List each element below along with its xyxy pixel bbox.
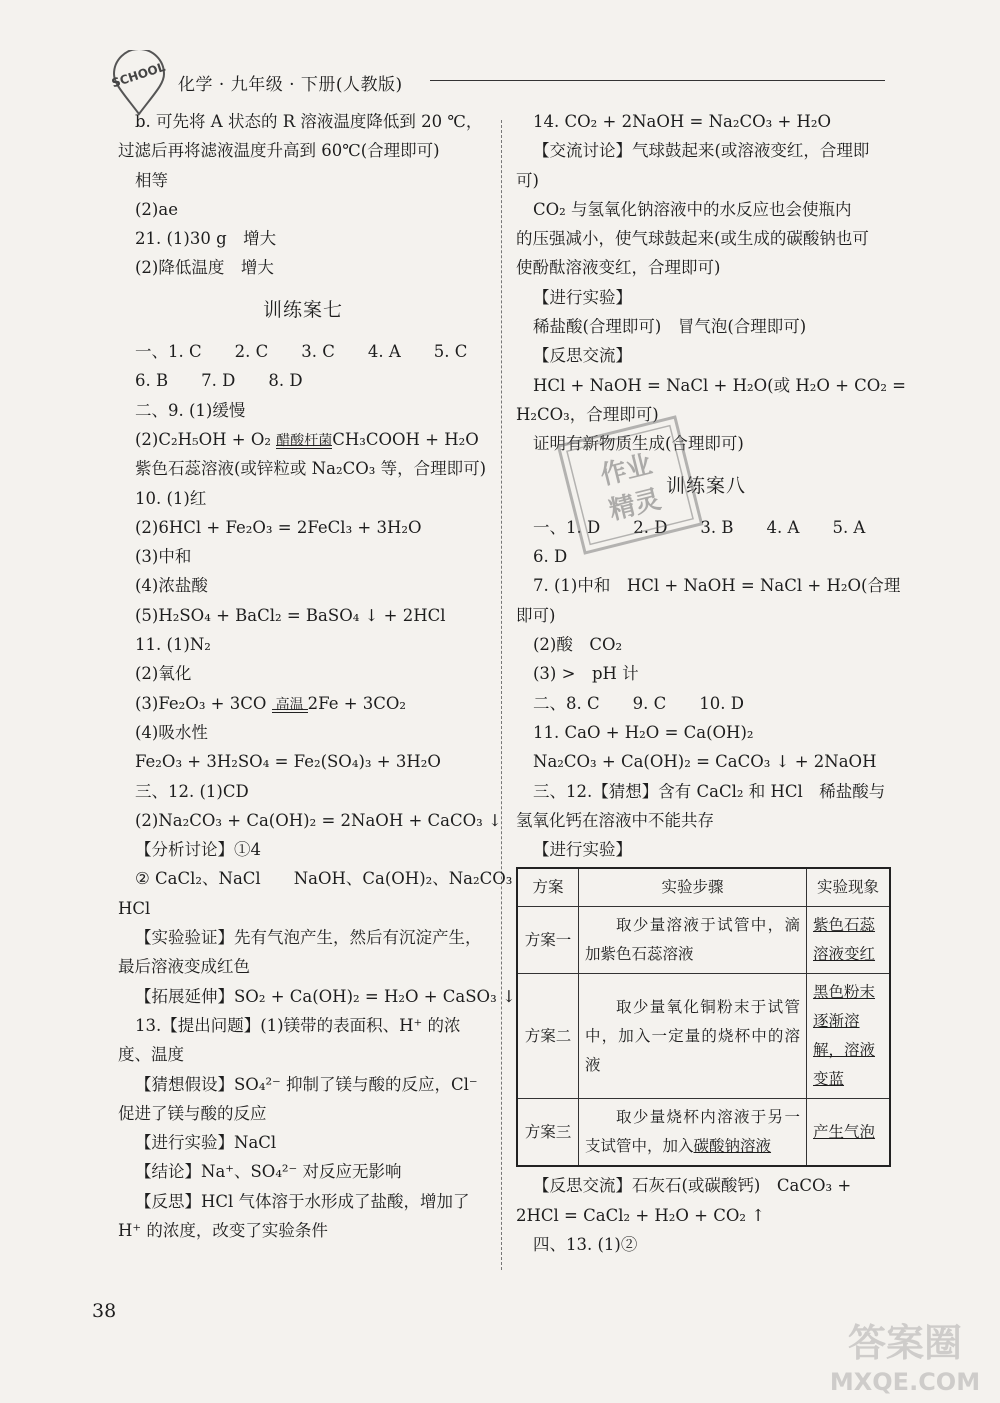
answer-line: 一、1. C 2. C 3. C 4. A 5. C <box>135 342 468 362</box>
table-header-cell: 方案 <box>517 868 579 907</box>
section-title: 训练案七 <box>262 298 343 321</box>
answer-line: 14. CO₂ + 2NaOH = Na₂CO₃ + H₂O <box>533 112 832 131</box>
plan-cell: 方案三 <box>517 1099 579 1167</box>
answer-line: 2HCl = CaCl₂ + H₂O + CO₂ ↑ <box>516 1205 766 1225</box>
stamp-icon <box>545 400 715 570</box>
svg-text:答案圈: 答案圈 <box>847 1321 963 1365</box>
answer-line: 【结论】Na⁺、SO₄²⁻ 对反应无影响 <box>135 1162 402 1182</box>
page-number: 38 <box>92 1300 117 1322</box>
column-divider <box>501 120 502 1270</box>
equation-right: 2Fe + 3CO₂ <box>307 693 407 713</box>
answer-line: (2)降低温度 增大 <box>135 258 274 278</box>
answer-line: 紫色石蕊溶液(或锌粒或 Na₂CO₃ 等，合理即可) <box>135 459 487 479</box>
table-row <box>517 974 890 1099</box>
answer-line: 三、12. (1)CD <box>135 781 249 801</box>
answer-line: 11. (1)N₂ <box>135 635 211 655</box>
answer-line: 【交流讨论】气球鼓起来(或溶液变红，合理即 <box>533 141 870 161</box>
answer-line: 最后溶液变成红色 <box>118 957 250 977</box>
answer-line: HCl + NaOH = NaCl + H₂O(或 H₂O + CO₂ = <box>533 375 906 395</box>
equation-with-condition <box>118 425 488 454</box>
answer-line: 可) <box>516 170 539 190</box>
table-header-cell: 实验现象 <box>807 868 891 907</box>
answer-line: 6. B 7. D 8. D <box>135 371 303 391</box>
answer-line: 促进了镁与酸的反应 <box>118 1103 267 1123</box>
answer-line: 【反思交流】石灰石(或碳酸钙) CaCO₃ + <box>533 1176 852 1196</box>
answer-line: Fe₂O₃ + 3H₂SO₄ = Fe₂(SO₄)₃ + 3H₂O <box>135 752 441 772</box>
answer-line: H₂CO₃，合理即可) <box>516 404 659 424</box>
result-cell: 紫色石蕊溶液变红 <box>807 907 891 974</box>
answer-line: 【实验验证】先有气泡产生，然后有沉淀产生， <box>135 928 482 948</box>
answer-line: (3)中和 <box>135 547 192 567</box>
answer-line: 10. (1)红 <box>135 488 207 508</box>
table-row <box>517 907 890 974</box>
answer-line: 相等 <box>135 170 168 190</box>
svg-text:MXQE.COM: MXQE.COM <box>829 1368 981 1396</box>
answer-line: (2)氧化 <box>135 664 192 684</box>
steps-cell <box>579 1099 807 1167</box>
answer-line: 【拓展延伸】SO₂ + Ca(OH)₂ = H₂O + CaSO₃ ↓ <box>135 986 516 1006</box>
experiment-table <box>516 867 891 1167</box>
answer-line: 【反思交流】 <box>533 346 632 366</box>
equation-left: (3)Fe₂O₃ + 3CO <box>135 693 272 713</box>
answer-line: 一、1. D 2. D 3. B 4. A 5. A <box>533 517 866 537</box>
header-title: 化学 · 九年级 · 下册(人教版) <box>178 75 403 95</box>
answer-line: H⁺ 的浓度，改变了实验条件 <box>118 1220 328 1240</box>
answer-line: 【猜想假设】SO₄²⁻ 抑制了镁与酸的反应，Cl⁻ <box>135 1074 478 1094</box>
plan-cell: 方案二 <box>517 974 579 1099</box>
answer-line: 13.【提出问题】(1)镁带的表面积、H⁺ 的浓 <box>135 1015 461 1035</box>
answer-line: ② CaCl₂、NaCl NaOH、Ca(OH)₂、Na₂CO₃ <box>135 869 513 889</box>
answer-line: 过滤后再将滤液温度升高到 60℃(合理即可) <box>118 141 440 161</box>
answer-line: (2)Na₂CO₃ + Ca(OH)₂ = 2NaOH + CaCO₃ ↓ <box>135 810 502 830</box>
reaction-condition <box>276 434 332 449</box>
svg-text:SCHOOL: SCHOOL <box>109 59 167 91</box>
answer-line: (2)ae <box>135 199 178 219</box>
answer-line: 即可) <box>516 605 556 625</box>
plan-cell: 方案一 <box>517 907 579 974</box>
answer-line: 三、12.【猜想】含有 CaCl₂ 和 HCl 稀盐酸与 <box>533 781 886 801</box>
steps-cell: 取少量氧化铜粉末于试管中，加入一定量的烧杯中的溶液 <box>579 974 807 1099</box>
answer-line: 四、13. (1)② <box>533 1235 638 1255</box>
equation-right: CH₃COOH + H₂O <box>332 429 479 449</box>
section-title: 训练案八 <box>666 474 747 497</box>
answer-line: 氢氧化钙在溶液中不能共存 <box>516 810 714 830</box>
answer-line: 6. D <box>533 547 568 567</box>
answer-line: 21. (1)30 g 增大 <box>135 229 277 249</box>
table-header-cell: 实验步骤 <box>579 868 807 907</box>
answer-line: 证明有新物质生成(合理即可) <box>533 434 744 454</box>
answer-line: (2)酸 CO₂ <box>533 635 623 655</box>
right-column <box>516 107 906 1259</box>
condition-label: 高温 <box>275 696 304 713</box>
steps-cell: 取少量溶液于试管中，滴加紫色石蕊溶液 <box>579 907 807 974</box>
answer-line: 【分析讨论】①4 <box>135 840 261 860</box>
steps-text: 取少量烧杯内溶液于另一支试管中，加入 <box>585 1108 800 1156</box>
svg-text:精灵: 精灵 <box>606 484 664 527</box>
table-header-row <box>517 868 890 907</box>
answer-line: b. 可先将 A 状态的 R 溶液温度降低到 20 ℃， <box>135 112 483 131</box>
answer-line: 度、温度 <box>118 1045 184 1065</box>
result-cell: 黑色粉末逐渐溶解，溶液变蓝 <box>807 974 891 1099</box>
left-column <box>118 107 516 1245</box>
equation-with-condition <box>118 689 488 718</box>
reaction-condition <box>272 698 308 713</box>
site-watermark-logo <box>820 1308 990 1398</box>
answer-line: 【进行实验】 <box>533 840 632 860</box>
answer-line: (4)浓盐酸 <box>135 576 208 596</box>
answer-line: 【进行实验】NaCl <box>135 1133 277 1153</box>
answer-line: 【进行实验】 <box>533 287 632 307</box>
svg-text:作业: 作业 <box>597 449 656 492</box>
answer-line: 11. CaO + H₂O = Ca(OH)₂ <box>533 722 754 742</box>
condition-label: 醋酸杆菌 <box>276 432 333 449</box>
result-cell: 产生气泡 <box>807 1099 891 1167</box>
answer-line: 稀盐酸(合理即可) 冒气泡(合理即可) <box>533 317 807 337</box>
answer-line: (2)6HCl + Fe₂O₃ = 2FeCl₃ + 3H₂O <box>135 517 422 537</box>
answer-line: 【反思】HCl 气体溶于水形成了盐酸，增加了 <box>135 1191 470 1211</box>
answer-line: CO₂ 与氢氧化钠溶液中的水反应也会使瓶内 <box>533 199 852 219</box>
equation-left: (2)C₂H₅OH + O₂ <box>135 429 277 449</box>
answer-line: (4)吸水性 <box>135 722 208 742</box>
answer-line: Na₂CO₃ + Ca(OH)₂ = CaCO₃ ↓ + 2NaOH <box>533 752 877 772</box>
answer-line: 的压强减小，使气球鼓起来(或生成的碳酸钠也可 <box>516 229 869 249</box>
answer-line: (5)H₂SO₄ + BaCl₂ = BaSO₄ ↓ + 2HCl <box>135 605 446 625</box>
answer-line: 7. (1)中和 HCl + NaOH = NaCl + H₂O(合理 <box>533 576 901 596</box>
answer-line: (3) > pH 计 <box>533 664 639 684</box>
steps-answer: 碳酸钠溶液 <box>693 1137 772 1156</box>
table-row <box>517 1099 890 1167</box>
answer-line: 二、8. C 9. C 10. D <box>533 693 744 713</box>
header-rule <box>430 80 885 81</box>
answer-line: 二、9. (1)缓慢 <box>135 400 246 420</box>
answer-line: 使酚酞溶液变红，合理即可) <box>516 258 721 278</box>
answer-line: HCl <box>118 898 151 918</box>
